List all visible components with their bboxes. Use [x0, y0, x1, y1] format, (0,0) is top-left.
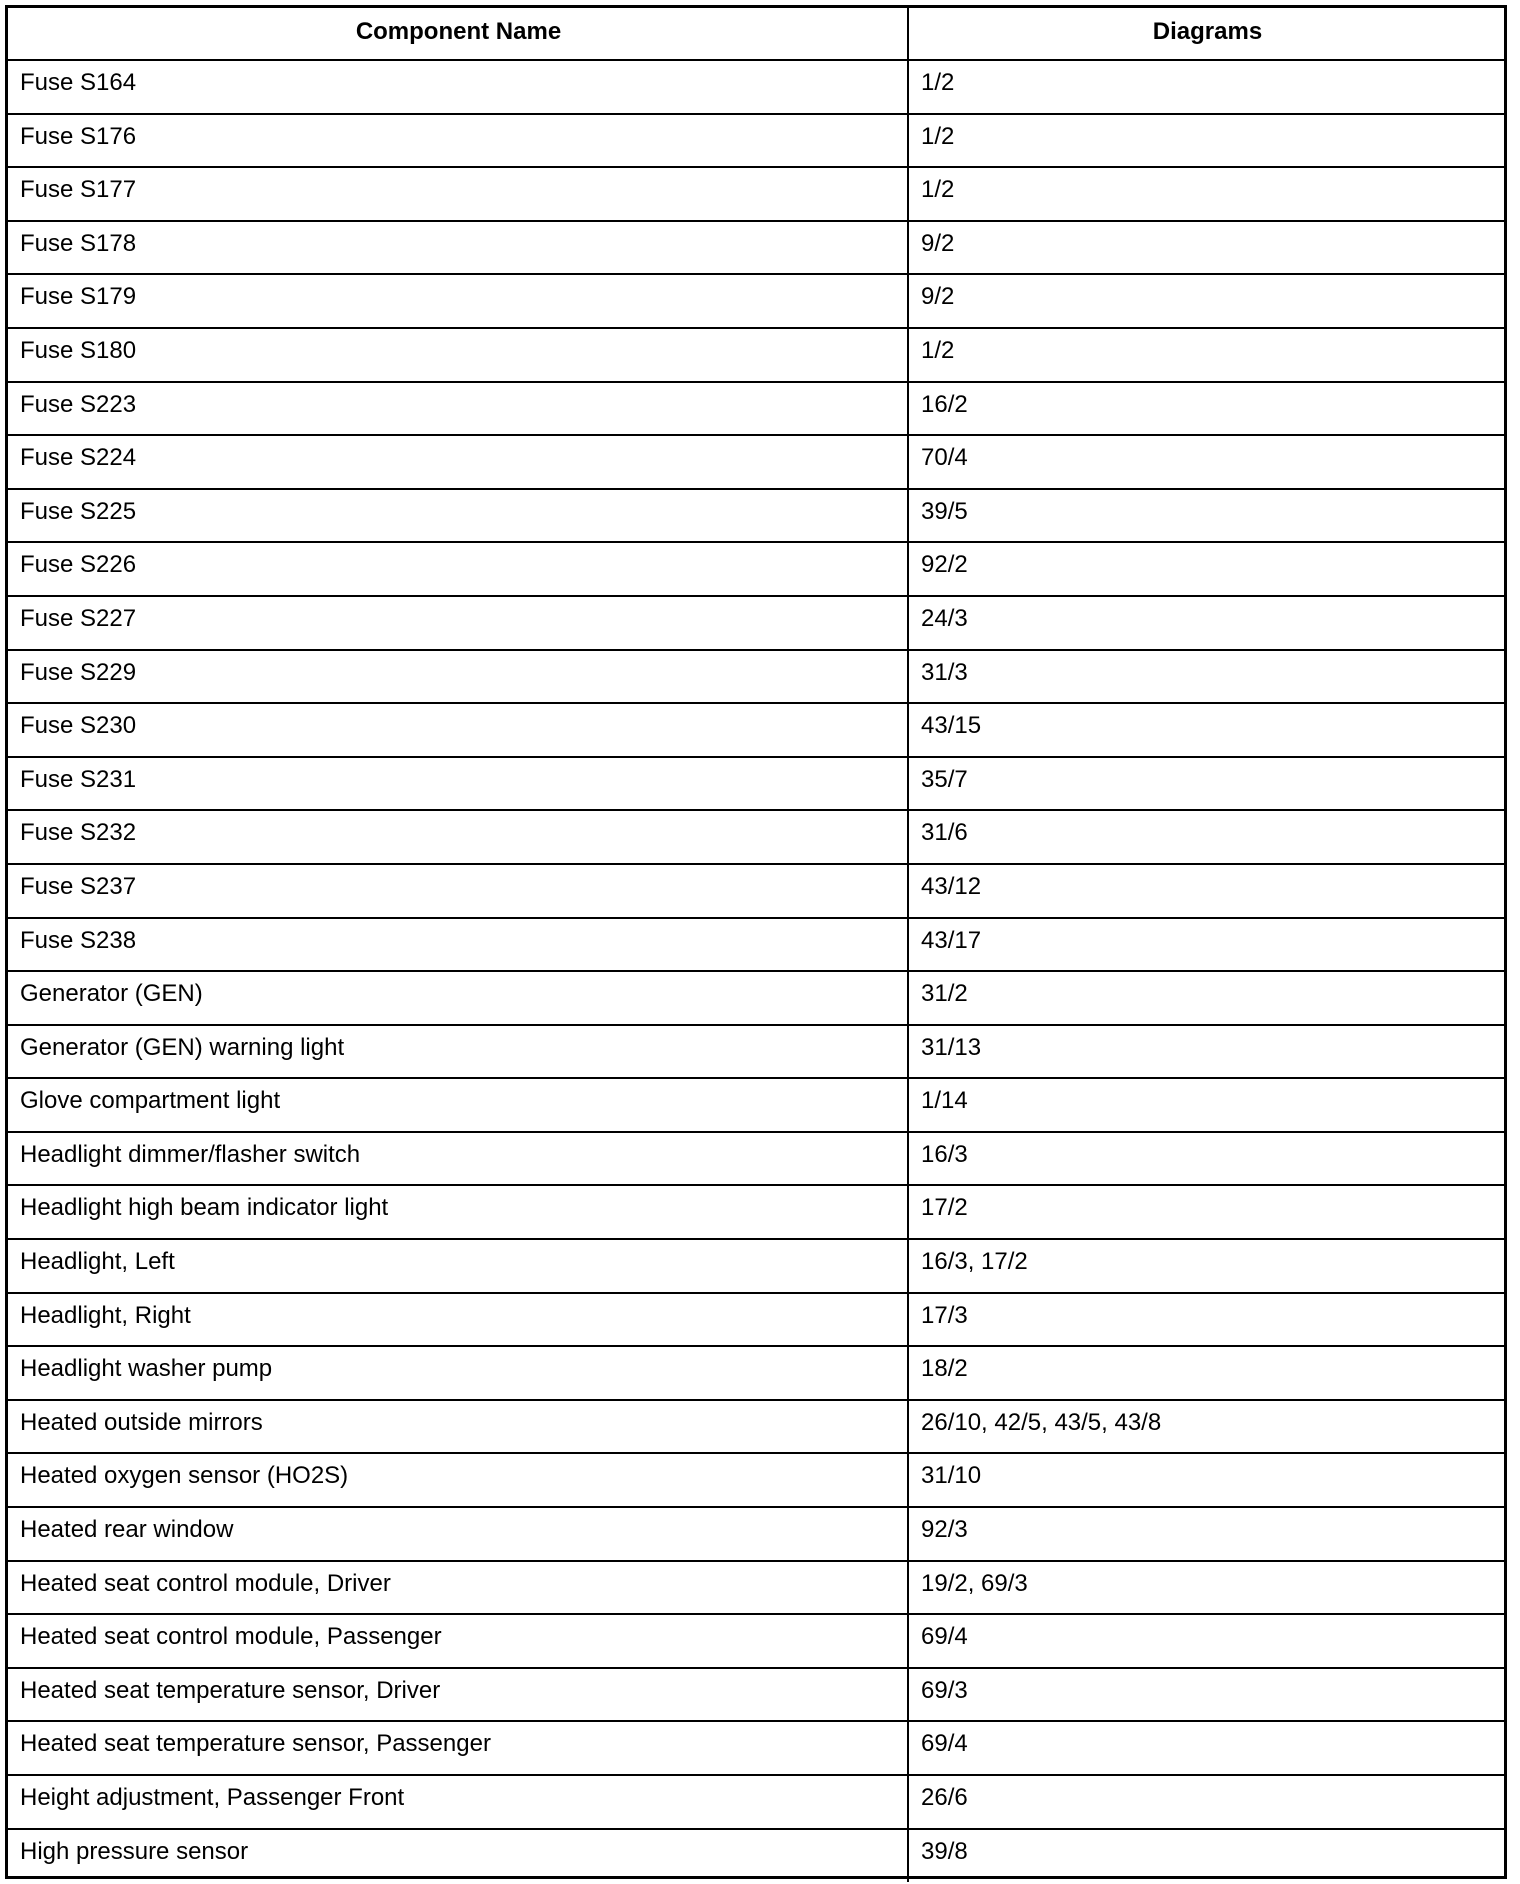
table-row: [8, 114, 1504, 168]
component-name-cell: Headlight dimmer/flasher switch: [8, 1132, 908, 1186]
diagrams-cell: 24/3: [908, 596, 1504, 650]
component-name-cell: Fuse S177: [8, 167, 908, 221]
component-name-cell: Fuse S229: [8, 650, 908, 704]
component-name-cell: Fuse S179: [8, 274, 908, 328]
diagrams-cell: 1/2: [908, 114, 1504, 168]
diagrams-cell: 31/3: [908, 650, 1504, 704]
diagrams-cell: 9/2: [908, 221, 1504, 275]
component-name-cell: Heated seat temperature sensor, Passenger: [8, 1721, 908, 1775]
component-name-cell: Heated outside mirrors: [8, 1400, 908, 1454]
diagrams-cell: 31/10: [908, 1453, 1504, 1507]
table-body: [8, 60, 1504, 1882]
table-row: [8, 1239, 1504, 1293]
component-name-cell: Glove compartment light: [8, 1078, 908, 1132]
component-name-cell: Fuse S178: [8, 221, 908, 275]
component-name-cell: Generator (GEN) warning light: [8, 1025, 908, 1079]
component-table: [8, 8, 1504, 1882]
diagrams-cell: 1/2: [908, 60, 1504, 114]
diagrams-cell: 31/13: [908, 1025, 1504, 1079]
table-row: [8, 1721, 1504, 1775]
table-row: [8, 1346, 1504, 1400]
table-row: [8, 596, 1504, 650]
table-row: [8, 1293, 1504, 1347]
table-row: [8, 167, 1504, 221]
table-row: [8, 1829, 1504, 1883]
component-name-cell: Fuse S223: [8, 382, 908, 436]
diagrams-header: Diagrams: [908, 8, 1504, 60]
component-name-cell: Fuse S238: [8, 918, 908, 972]
diagrams-cell: 92/3: [908, 1507, 1504, 1561]
component-name-cell: Heated oxygen sensor (HO2S): [8, 1453, 908, 1507]
diagrams-cell: 43/15: [908, 703, 1504, 757]
diagrams-cell: 31/6: [908, 810, 1504, 864]
table-row: [8, 864, 1504, 918]
diagrams-cell: 70/4: [908, 435, 1504, 489]
component-name-header: Component Name: [8, 8, 908, 60]
component-name-cell: Fuse S230: [8, 703, 908, 757]
component-name-cell: Fuse S232: [8, 810, 908, 864]
component-name-cell: Headlight, Left: [8, 1239, 908, 1293]
diagrams-cell: 16/2: [908, 382, 1504, 436]
diagrams-cell: 1/2: [908, 328, 1504, 382]
diagrams-cell: 1/14: [908, 1078, 1504, 1132]
diagrams-cell: 16/3, 17/2: [908, 1239, 1504, 1293]
table-row: [8, 1668, 1504, 1722]
component-name-cell: Heated seat temperature sensor, Driver: [8, 1668, 908, 1722]
component-name-cell: Fuse S224: [8, 435, 908, 489]
table-row: [8, 1025, 1504, 1079]
table-row: [8, 1453, 1504, 1507]
table-row: [8, 650, 1504, 704]
diagrams-cell: 16/3: [908, 1132, 1504, 1186]
component-name-cell: Fuse S180: [8, 328, 908, 382]
table-row: [8, 918, 1504, 972]
table-row: [8, 1132, 1504, 1186]
component-name-cell: Heated seat control module, Driver: [8, 1561, 908, 1615]
component-name-cell: Headlight washer pump: [8, 1346, 908, 1400]
diagrams-cell: 43/17: [908, 918, 1504, 972]
header-row: [8, 8, 1504, 60]
diagrams-cell: 43/12: [908, 864, 1504, 918]
table-row: [8, 1775, 1504, 1829]
component-name-cell: Headlight, Right: [8, 1293, 908, 1347]
table-row: [8, 382, 1504, 436]
component-name-cell: Fuse S226: [8, 542, 908, 596]
component-name-cell: Heated seat control module, Passenger: [8, 1614, 908, 1668]
table-row: [8, 1078, 1504, 1132]
table-row: [8, 1400, 1504, 1454]
diagrams-cell: 9/2: [908, 274, 1504, 328]
component-name-cell: Fuse S231: [8, 757, 908, 811]
diagrams-cell: 19/2, 69/3: [908, 1561, 1504, 1615]
table-row: [8, 971, 1504, 1025]
diagrams-cell: 31/2: [908, 971, 1504, 1025]
component-name-cell: Fuse S225: [8, 489, 908, 543]
table-row: [8, 810, 1504, 864]
diagrams-cell: 17/2: [908, 1185, 1504, 1239]
diagrams-cell: 26/6: [908, 1775, 1504, 1829]
table-row: [8, 1185, 1504, 1239]
diagrams-cell: 69/4: [908, 1721, 1504, 1775]
diagrams-cell: 92/2: [908, 542, 1504, 596]
table-row: [8, 1507, 1504, 1561]
component-diagram-table: [5, 5, 1507, 1879]
diagrams-cell: 18/2: [908, 1346, 1504, 1400]
diagrams-cell: 69/3: [908, 1668, 1504, 1722]
table-row: [8, 274, 1504, 328]
table-row: [8, 435, 1504, 489]
diagrams-cell: 1/2: [908, 167, 1504, 221]
component-name-cell: Height adjustment, Passenger Front: [8, 1775, 908, 1829]
component-name-cell: Headlight high beam indicator light: [8, 1185, 908, 1239]
diagrams-cell: 17/3: [908, 1293, 1504, 1347]
diagrams-cell: 69/4: [908, 1614, 1504, 1668]
component-name-cell: Generator (GEN): [8, 971, 908, 1025]
component-name-cell: Heated rear window: [8, 1507, 908, 1561]
table-row: [8, 703, 1504, 757]
component-name-cell: High pressure sensor: [8, 1829, 908, 1883]
component-name-cell: Fuse S227: [8, 596, 908, 650]
component-name-cell: Fuse S237: [8, 864, 908, 918]
component-name-cell: Fuse S164: [8, 60, 908, 114]
diagrams-cell: 39/8: [908, 1829, 1504, 1883]
table-row: [8, 221, 1504, 275]
table-row: [8, 542, 1504, 596]
diagrams-cell: 26/10, 42/5, 43/5, 43/8: [908, 1400, 1504, 1454]
table-row: [8, 489, 1504, 543]
table-row: [8, 1561, 1504, 1615]
diagrams-cell: 35/7: [908, 757, 1504, 811]
diagrams-cell: 39/5: [908, 489, 1504, 543]
component-name-cell: Fuse S176: [8, 114, 908, 168]
table-row: [8, 757, 1504, 811]
table-row: [8, 328, 1504, 382]
table-row: [8, 1614, 1504, 1668]
table-row: [8, 60, 1504, 114]
